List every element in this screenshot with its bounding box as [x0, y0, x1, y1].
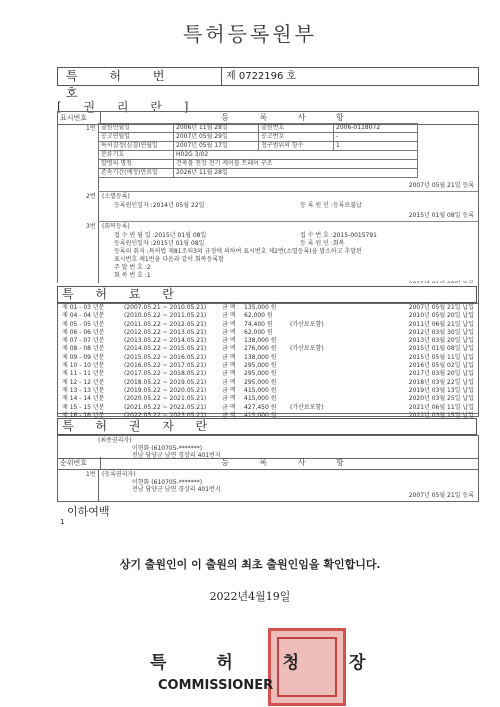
fee-row: [58, 321, 478, 329]
field-label: 존속기간(예정)만료일: [99, 169, 174, 178]
document-title: 특허등록원부: [183, 22, 317, 46]
holder-entry-label: (등록권리자): [102, 471, 136, 478]
fee-amount: 415,000 원: [244, 395, 277, 403]
fee-row: [58, 404, 478, 412]
field-value: 1: [334, 142, 418, 151]
field-value: 2006년 11월 28일: [174, 124, 259, 133]
holder-entry-date: 2007년 05월 21일 등록: [408, 492, 474, 499]
fee-period: (2007.05.21 ~ 2010.05.21): [124, 304, 207, 311]
fee-year-range: 제 08 - 08 년분: [62, 345, 105, 353]
field-label: 출원연월일: [99, 124, 174, 133]
entry1-row: [99, 151, 418, 160]
fee-amount-label: 금 액: [222, 353, 236, 361]
fee-payment-date: 2011년 06월 21일 납입: [408, 320, 474, 328]
fee-period: (2022.05.22 ~ 2023.05.21): [124, 411, 207, 419]
fee-note: [290, 312, 338, 320]
blank-below-text: 이하여백: [67, 505, 110, 518]
fee-period: (2013.05.22 ~ 2014.05.21): [124, 337, 207, 345]
fee-amount: 62,000 원: [244, 328, 273, 336]
fee-amount-label: 금 액: [222, 320, 236, 328]
field-label: 발명의 명칭: [99, 160, 174, 169]
entry1-number: 1번: [86, 125, 96, 132]
fee-table: [57, 303, 479, 417]
entry3-purpose-cont: 표시번호 제1번을 다음과 같이 회복등록함: [114, 256, 224, 263]
field-value: 2007년 05월 17일: [174, 142, 259, 151]
fee-period: (2018.05.22 ~ 2019.05.21): [124, 378, 207, 386]
holder-entry-number: 1번: [86, 471, 96, 478]
fee-period: (2012.05.22 ~ 2013.05.21): [124, 328, 207, 336]
entry1-table: [98, 123, 418, 178]
field-label: 특허결정(심결)연월일: [99, 142, 174, 151]
final-holder-address: 전남 담양군 남면 경상리 401번지: [132, 452, 221, 459]
field-value: -: [334, 133, 418, 142]
fee-amount-label: 금 액: [222, 304, 236, 311]
fee-payment-date: 2021년 06월 11일 납입: [408, 403, 474, 411]
rights-title-text: 권 리 란: [83, 100, 171, 114]
fee-row: [58, 354, 478, 362]
fee-payment-date: 2017년 03월 20일 납입: [408, 370, 474, 378]
fee-amount: 295,000 원: [244, 378, 277, 386]
fee-payment-date: 2019년 03월 13일 납입: [408, 386, 474, 394]
registration-matters-header: 등 록 사 항: [221, 113, 358, 122]
fee-amount-label: 금 액: [222, 345, 236, 353]
fee-note: [290, 362, 338, 370]
entry3-receipt-number: 접 수 번 호 :2015-0015791: [300, 232, 377, 239]
patent-number-label: 특 허 번 호: [58, 68, 222, 85]
fee-year-range: 제 12 - 12 년분: [62, 378, 105, 386]
fee-note: (가산료포함): [290, 345, 324, 353]
field-value: 2026년 11월 28일: [174, 169, 418, 178]
fee-payment-date: 2015년 05월 11일 납입: [408, 353, 474, 361]
fee-note: [290, 387, 338, 395]
fee-year-range: 제 04 - 04 년분: [62, 312, 105, 320]
page-marker: 1: [60, 518, 65, 526]
holder-matters-header: 등 록 사 항: [221, 458, 358, 467]
fee-note: [290, 354, 338, 362]
commissioner-label: COMMISSIONER: [158, 678, 274, 693]
divider: [98, 191, 478, 192]
entry3-heading: (회복등록): [102, 223, 130, 230]
fee-year-range: 제 01 - 03 년분: [62, 304, 105, 311]
fee-period: (2011.05.22 ~ 2012.05.21): [124, 320, 207, 328]
fee-payment-date: 2018년 03월 22일 납입: [408, 378, 474, 386]
fee-amount-label: 금 액: [222, 328, 236, 336]
fee-year-range: 제 11 - 11 년분: [62, 370, 105, 378]
entry2-registration-date: 2015년 01월 08일 등록: [408, 212, 474, 219]
entry1-row: [99, 133, 418, 142]
fee-period: (2014.05.22 ~ 2015.05.21): [124, 345, 207, 353]
field-value: 2006-0118072: [334, 124, 418, 133]
fee-year-range: 제 05 - 05 년분: [62, 320, 105, 328]
fee-year-range: 제 16 - 16 년분: [62, 411, 105, 419]
fee-payment-date: 2010년 05월 20일 납입: [408, 312, 474, 320]
field-value: H02G 3/02: [174, 151, 418, 160]
fee-year-range: 제 10 - 10 년분: [62, 362, 105, 370]
fee-amount: 62,000 원: [244, 312, 273, 320]
entry1-row: [99, 169, 418, 178]
holder-entry: [57, 469, 479, 502]
fee-payment-date: 2013년 03월 20일 납입: [408, 337, 474, 345]
rights-section-title: [ 권 리 란 ]: [57, 100, 198, 114]
field-label: 출원번호: [259, 124, 334, 133]
fee-amount: 135,000 원: [244, 304, 277, 311]
entry2-cause-date: 등록원인일자 :2014년 05월 22일: [114, 202, 205, 209]
fee-amount-label: 금 액: [222, 378, 236, 386]
fee-amount: 276,000 원: [244, 345, 277, 353]
fee-payment-date: 2012년 03월 30일 납입: [408, 328, 474, 336]
fee-period: (2020.05.22 ~ 2021.05.21): [124, 395, 207, 403]
fee-period: (2010.05.22 ~ 2011.05.21): [124, 312, 207, 320]
fee-row: [58, 379, 478, 387]
fee-year-range: 제 15 - 15 년분: [62, 403, 105, 411]
field-label: 분류기호: [99, 151, 174, 160]
entry2-number: 2번: [86, 193, 96, 200]
field-label: 청구범위의 항수: [259, 142, 334, 151]
office-name: 특 허 청 장: [150, 653, 388, 673]
divider: [98, 221, 478, 222]
fee-note: (가산료포함): [290, 403, 324, 411]
entry3-number: 3번: [86, 223, 96, 230]
patent-number-box: [57, 67, 479, 100]
confirmation-statement: 상기 출원인이 이 출원의 최초 출원인임을 확인합니다.: [119, 558, 381, 571]
fee-payment-date: 2007년 05월 21일 납입: [408, 304, 474, 311]
holder-divider: [98, 469, 99, 501]
entry3-purpose: 등록의 취지 :특허법 제81조의3의 규정에 의하여 표시번호 제2번(소멸등록)을 말소하고 추말된: [114, 248, 362, 255]
fee-period: (2021.05.22 ~ 2022.05.21): [124, 403, 207, 411]
issue-date: 2022년4월19일: [209, 590, 291, 603]
order-number-header: 순위번호: [58, 457, 101, 469]
entry3-cause: 등 록 원 인 :회복: [300, 240, 345, 247]
fee-note: [290, 329, 338, 337]
holder-entry-name: 이현화 (610705-*******): [132, 479, 203, 486]
fee-amount-label: 금 액: [222, 403, 236, 411]
final-holder-label: (최종권리자): [98, 437, 132, 444]
fee-row: [58, 395, 478, 403]
fee-row: [58, 312, 478, 320]
field-value: 2007년 05월 29일: [174, 133, 259, 142]
display-number-header: 표시번호: [58, 112, 101, 124]
final-holder-box: [57, 435, 479, 459]
fee-amount: 295,000 원: [244, 370, 277, 378]
fee-amount: 138,000 원: [244, 353, 277, 361]
fee-section-title: 특 허 료 란: [57, 286, 477, 303]
fee-amount: 415,000 원: [244, 386, 277, 394]
fee-row: [58, 329, 478, 337]
fee-period: (2016.05.22 ~ 2017.05.21): [124, 362, 207, 370]
field-value: 건축물 천장 전기 케이블 트레이 구조: [174, 160, 418, 169]
fee-amount-label: 금 액: [222, 370, 236, 378]
fee-amount-label: 금 액: [222, 386, 236, 394]
fee-year-range: 제 14 - 14 년분: [62, 395, 105, 403]
fee-amount: 138,000 원: [244, 337, 277, 345]
fee-period: (2019.05.22 ~ 2020.05.21): [124, 386, 207, 394]
final-holder-name: 이현화 (610705-*******): [132, 445, 203, 452]
fee-amount: 427,450 원: [244, 403, 277, 411]
fee-note: [290, 395, 338, 403]
fee-note: (가산료포함): [290, 320, 324, 328]
fee-year-range: 제 09 - 09 년분: [62, 353, 105, 361]
fee-payment-date: 2015년 01월 08일 납입: [408, 345, 474, 353]
holder-entry-address: 전남 담양군 남면 경상리 401번지: [132, 486, 221, 493]
fee-note: [290, 370, 338, 378]
entry3-receipt-date: 접 수 연 월 일 :2015년 01월 08일: [114, 232, 207, 239]
entry1-row: [99, 160, 418, 169]
entry1-row: [99, 142, 418, 151]
fee-period: (2015.05.22 ~ 2016.05.21): [124, 353, 207, 361]
fee-payment-date: 2022년 03월 15일 납입: [408, 411, 474, 419]
fee-note: [290, 304, 338, 312]
fee-row: [58, 370, 478, 378]
fee-amount-label: 금 액: [222, 362, 236, 370]
fee-year-range: 제 06 - 06 년분: [62, 328, 105, 336]
fee-payment-date: 2020년 03월 25일 납입: [408, 395, 474, 403]
entry3-cancel-no: 주 말 번 호 :2: [114, 264, 151, 271]
fee-amount-label: 금 액: [222, 312, 236, 320]
entry1-row: [99, 124, 418, 133]
fee-note: [290, 379, 338, 387]
holder-section-title: 특 허 권 자 란: [57, 418, 477, 435]
fee-payment-date: 2016년 05월 02일 납입: [408, 362, 474, 370]
field-label: 공고연월일: [99, 133, 174, 142]
fee-row: [58, 345, 478, 353]
fee-year-range: 제 07 - 07 년분: [62, 337, 105, 345]
fee-amount-label: 금 액: [222, 411, 236, 419]
fee-period: (2017.05.22 ~ 2018.05.21): [124, 370, 207, 378]
fee-amount-label: 금 액: [222, 395, 236, 403]
fee-amount-label: 금 액: [222, 337, 236, 345]
field-label: 공고번호: [259, 133, 334, 142]
entry3-restore-no: 회 복 번 호 :1: [114, 272, 151, 279]
patent-number-value: 제 0722196 호: [226, 71, 297, 82]
fee-year-range: 제 13 - 13 년분: [62, 386, 105, 394]
entry2-heading: (소멸등록): [102, 193, 130, 200]
fee-amount: 74,400 원: [244, 320, 273, 328]
entry2-cause: 등 록 원 인 :등록료불납: [300, 202, 362, 209]
fee-amount: 415,000 원: [244, 411, 277, 419]
fee-amount: 295,000 원: [244, 362, 277, 370]
entry1-registration-date: 2007년 05월 21일 등록: [408, 182, 474, 189]
entry3-cause-date: 등록원인일자 :2015년 01월 08일: [114, 240, 205, 247]
fee-rows: [58, 304, 478, 420]
